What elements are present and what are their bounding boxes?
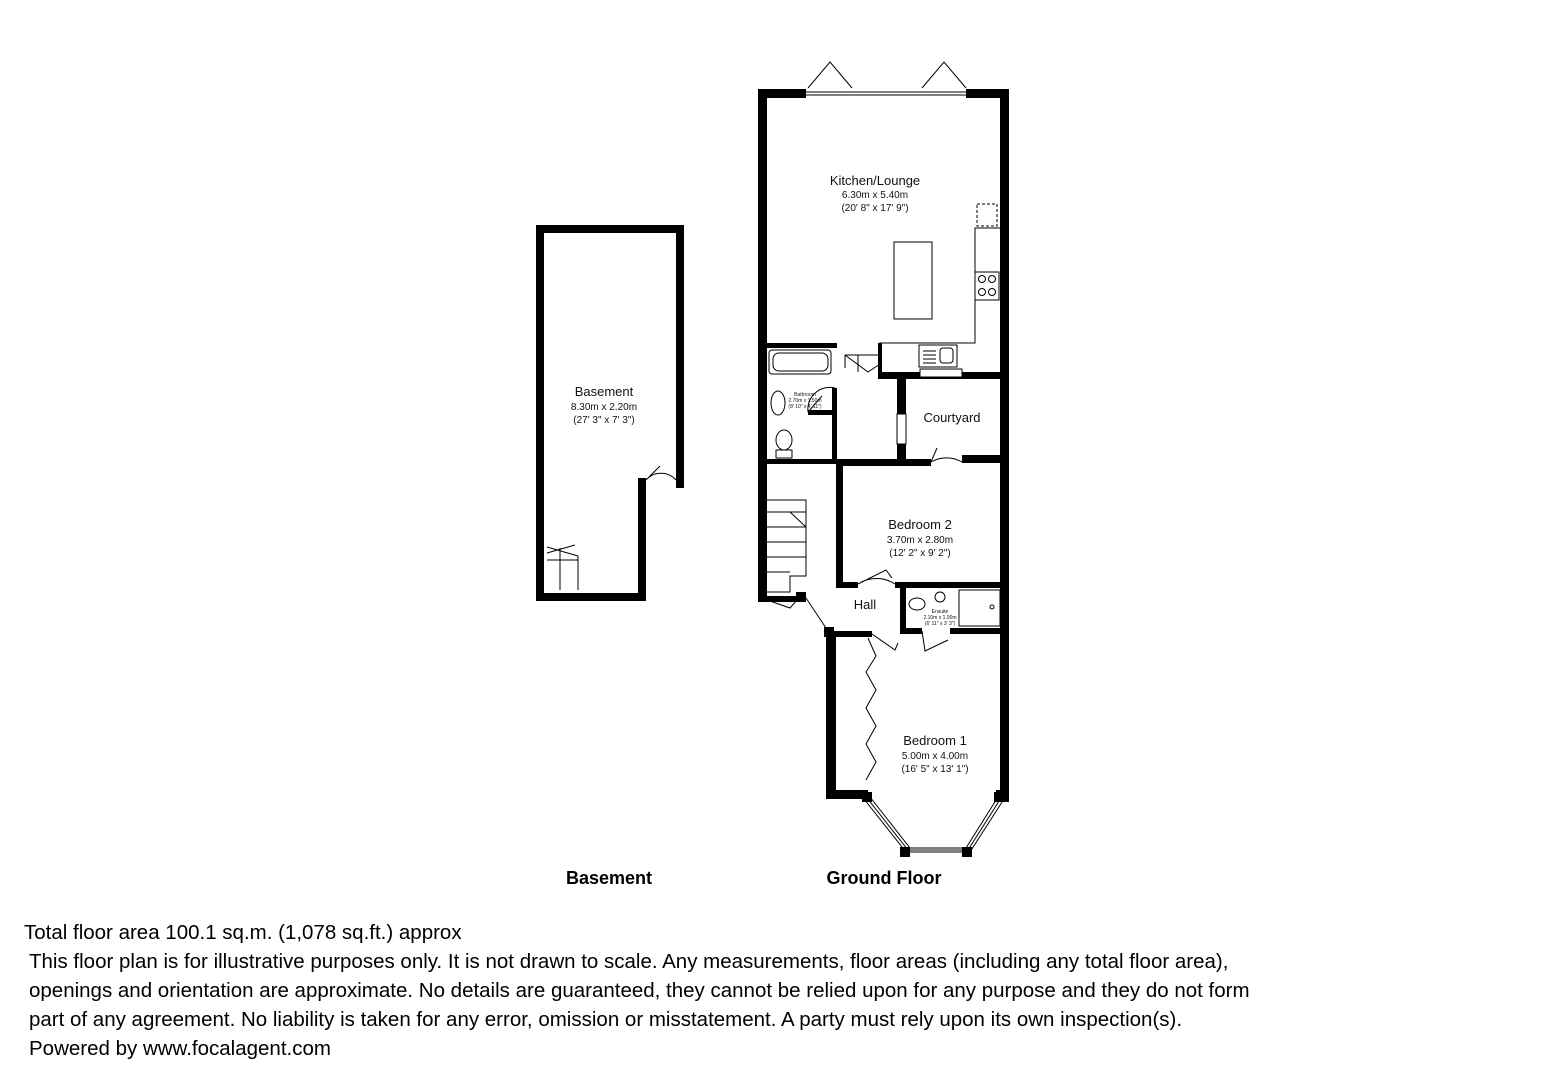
bedroom1-metric: 5.00m x 4.00m — [901, 751, 969, 762]
basement-plan — [536, 225, 684, 601]
bathroom-metric: 2.70m x 1.50m — [788, 398, 822, 404]
basement-name: Basement — [574, 384, 634, 399]
disclaimer-line-2: openings and orientation are approximate. No details are guaranteed, they cannot be relied upon for any purpose and they do not form — [29, 979, 1250, 1002]
basement-imperial: (27' 3" x 7' 3") — [573, 415, 635, 426]
bedroom1-imperial: (16' 5" x 13' 1") — [901, 764, 969, 775]
bedroom2-metric: 3.70m x 2.80m — [886, 535, 954, 546]
kitchen-name: Kitchen/Lounge — [829, 173, 921, 188]
bedroom2-imperial: (12' 2" x 9' 2") — [889, 548, 951, 559]
ensuite-imperial: (6' 11" x 3' 3") — [924, 621, 956, 627]
total-floor-area: Total floor area 100.1 sq.m. (1,078 sq.ft.) approx — [24, 921, 462, 944]
powered-by: Powered by www.focalagent.com — [29, 1037, 331, 1060]
floor-title-basement: Basement — [565, 868, 653, 888]
disclaimer-line-3: part of any agreement. No liability is taken for any error, omission or misstatement. A party must rely upon its own inspection(s). — [29, 1008, 1183, 1031]
disclaimer-footer — [24, 918, 1524, 1063]
bedroom1-name: Bedroom 1 — [903, 733, 967, 748]
basement-metric: 8.30m x 2.20m — [570, 402, 638, 413]
courtyard-name: Courtyard — [923, 410, 981, 425]
kitchen-metric: 6.30m x 5.40m — [841, 190, 909, 201]
ensuite-name: Ensuite — [931, 609, 949, 615]
floor-title-ground: Ground Floor — [826, 868, 942, 888]
bathroom-name: Bathroom — [794, 392, 816, 398]
kitchen-imperial: (20' 8" x 17' 9") — [841, 203, 909, 214]
hall-name: Hall — [853, 597, 877, 612]
bedroom2-name: Bedroom 2 — [888, 517, 952, 532]
disclaimer-line-1: This floor plan is for illustrative purposes only. It is not drawn to scale. Any measurements, floor areas (including any total floor area), — [29, 950, 1229, 973]
bathroom-imperial: (8' 10" x 4' 11") — [788, 404, 822, 410]
ensuite-metric: 2.10m x 1.00m — [923, 615, 957, 621]
